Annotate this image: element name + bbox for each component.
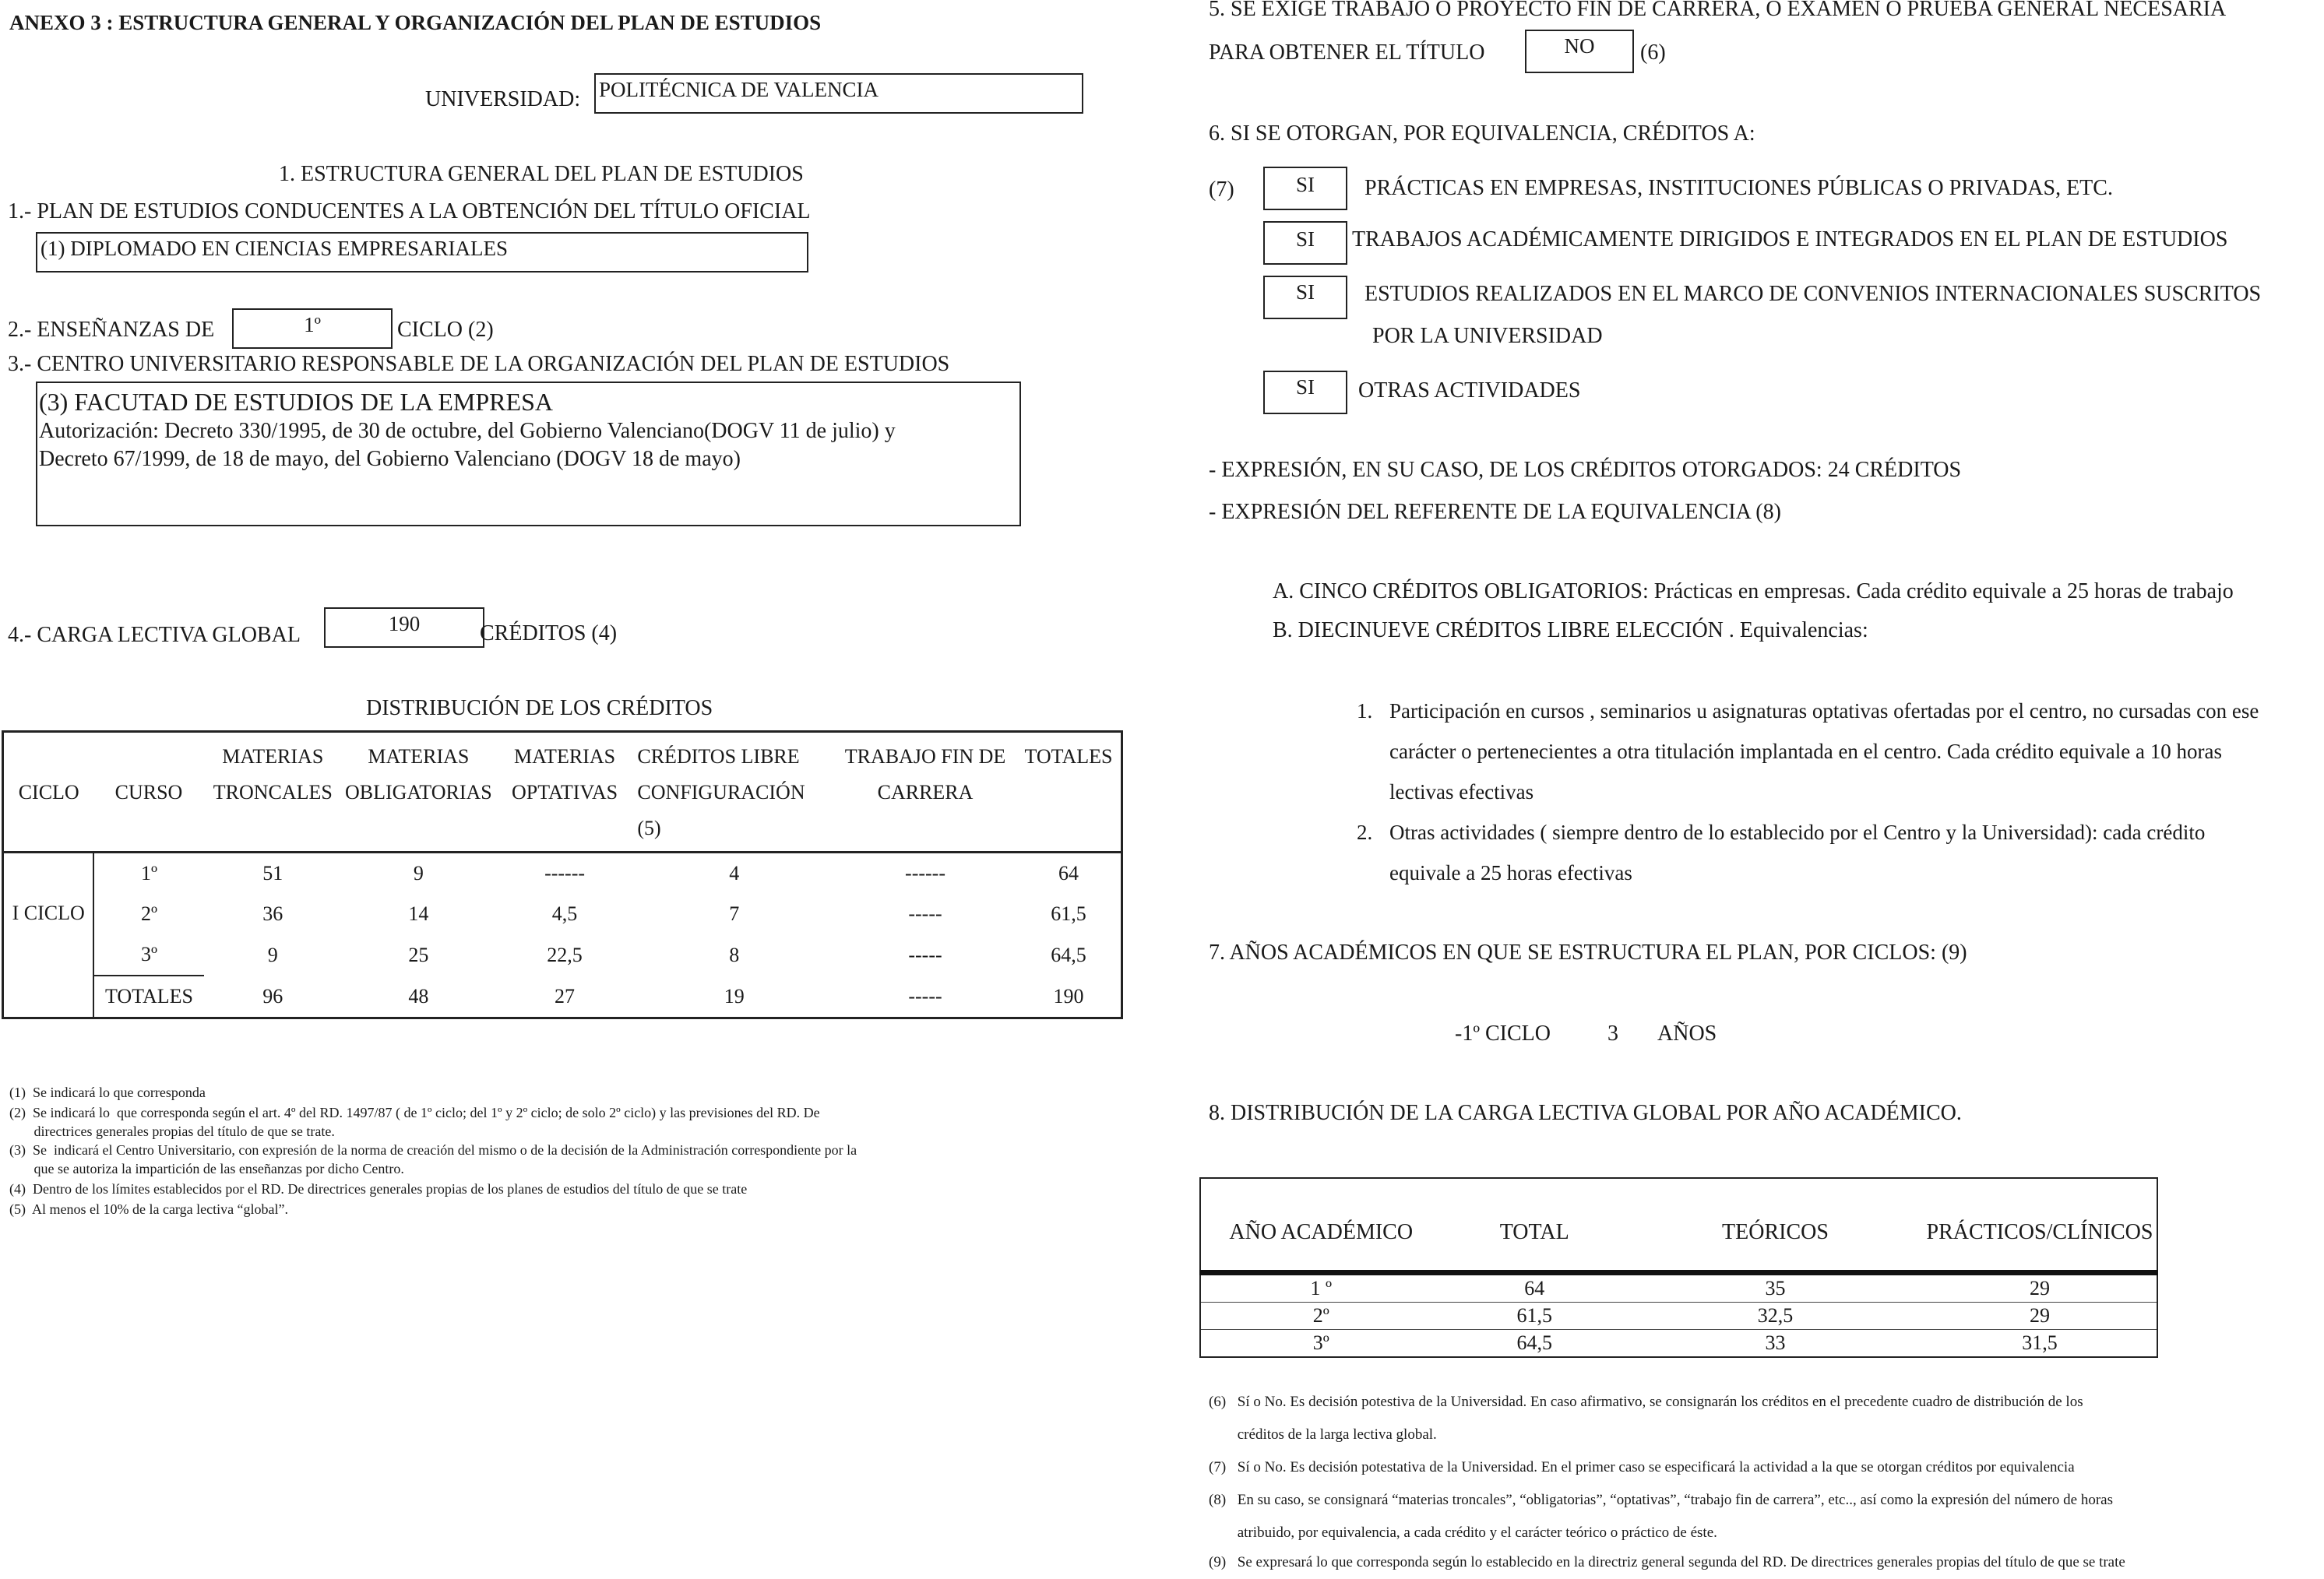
table-cell: TOTALES xyxy=(93,976,203,1018)
item7-title: 7. AÑOS ACADÉMICOS EN QUE SE ESTRUCTURA EL PLAN, POR CICLOS: (9) xyxy=(1209,941,1967,965)
annex-title: ANEXO 3 : ESTRUCTURA GENERAL Y ORGANIZACIÓN DEL PLAN DE ESTUDIOS xyxy=(9,11,822,34)
table-total-row xyxy=(3,976,1122,1018)
table-cell: 2º xyxy=(1200,1303,1441,1330)
footnote: (2) Se indicará lo que corresponda según el art. 4º del RD. 1497/87 ( de 1º ciclo; del 1º y 2º ciclo; de solo 2º ciclo) y las previsiones del RD. De xyxy=(9,1105,820,1120)
table-cell: 32,5 xyxy=(1628,1303,1923,1330)
equiv-list-line: Otras actividades ( siempre dentro de lo establecido por el Centro y la Universidad): cada crédito xyxy=(1389,821,2206,844)
university-label: UNIVERSIDAD: xyxy=(425,87,581,111)
table-cell: 14 xyxy=(408,902,429,925)
final-project-field xyxy=(1525,30,1634,73)
table-cell: 29 xyxy=(1923,1303,2157,1330)
table-cell: 22,5 xyxy=(547,943,583,966)
table-cell: 64 xyxy=(1058,862,1079,884)
equiv-option-3-value-box xyxy=(1263,276,1347,319)
table-cell: 96 xyxy=(262,984,283,1008)
equiv-list-line: Participación en cursos , seminarios u asignaturas optativas ofertadas por el centro, no cursadas con ese xyxy=(1389,699,2259,723)
equiv-option-1-value: SI xyxy=(1295,173,1315,196)
item7-cycle: -1º CICLO xyxy=(1455,1022,1551,1046)
table-cell: 4,5 xyxy=(551,902,578,925)
table-row xyxy=(3,934,1122,976)
table-row xyxy=(3,894,1122,934)
item6-title: 6. SI SE OTORGAN, POR EQUIVALENCIA, CRÉDITOS A: xyxy=(1209,121,1755,146)
yearly-header-row xyxy=(1200,1178,2157,1273)
footnote: directrices generales propias del título de que se trate. xyxy=(9,1124,335,1139)
table-row xyxy=(1200,1273,2157,1303)
footnote: (7) Sí o No. Es decisión potestativa de la Universidad. En el primer caso se especificará la actividad a la que se otorgan créditos por equivalencia xyxy=(1209,1459,2075,1475)
dist-title: DISTRIBUCIÓN DE LOS CRÉDITOS xyxy=(366,696,713,720)
table-row xyxy=(1200,1330,2157,1358)
table-cell: 1º xyxy=(140,862,158,884)
degree-title-value: (1) DIPLOMADO EN CIENCIAS EMPRESARIALES xyxy=(40,237,509,260)
credit-distribution-table xyxy=(2,730,1123,1019)
university-field xyxy=(594,73,1083,114)
cycle-field xyxy=(232,308,393,349)
footnote: que se autoriza la impartición de las enseñanzas por dicho Centro. xyxy=(9,1161,404,1176)
item6-mark: (7) xyxy=(1209,178,1234,202)
table-cell: ----- xyxy=(908,902,942,925)
footnote: (4) Dentro de los límites establecidos por el RD. De directrices generales propias de los planes de estudios del título de que se trate xyxy=(9,1181,748,1197)
credits-expression: - EXPRESIÓN, EN SU CASO, DE LOS CRÉDITOS OTORGADOS: 24 CRÉDITOS xyxy=(1209,458,1962,482)
equiv-list-num-1: 1. xyxy=(1357,699,1373,723)
footnote: (9) Se expresará lo que corresponda según lo establecido en la directriz general segunda del RD. De directrices generales propias del título de que se trate xyxy=(1209,1554,2125,1570)
col-year: AÑO ACADÉMICO xyxy=(1200,1178,1441,1273)
item7-unit: AÑOS xyxy=(1657,1022,1717,1046)
table-cell: 8 xyxy=(729,943,740,966)
table-cell: 3º xyxy=(1312,1331,1329,1354)
table-cell: 9 xyxy=(413,862,424,884)
equiv-option-4-value: SI xyxy=(1295,375,1315,399)
table-cell: 61,5 xyxy=(1441,1303,1627,1330)
item3-label: 3.- CENTRO UNIVERSITARIO RESPONSABLE DE LA ORGANIZACIÓN DEL PLAN DE ESTUDIOS xyxy=(8,352,950,376)
item4-label: 4.- CARGA LECTIVA GLOBAL xyxy=(8,623,301,647)
table-cell: 190 xyxy=(1053,984,1084,1008)
final-project-value: NO xyxy=(1564,34,1595,58)
equiv-list-line: equivale a 25 horas efectivas xyxy=(1389,861,1632,884)
table-cell: 4 xyxy=(729,862,740,884)
total-load-value: 190 xyxy=(388,612,421,635)
item5-line1: 5. SE EXIGE TRABAJO O PROYECTO FIN DE CARRERA, O EXAMEN O PRUEBA GENERAL NECESARIA xyxy=(1209,0,2227,21)
table-cell: 27 xyxy=(555,984,576,1008)
col-trabajo: TRABAJO FIN DE CARRERA xyxy=(844,745,1006,804)
equiv-b: B. DIECINUEVE CRÉDITOS LIBRE ELECCIÓN . Equivalencias: xyxy=(1273,618,1868,642)
table-cell: 29 xyxy=(1923,1273,2157,1303)
col-troncales: MATERIAS TRONCALES xyxy=(213,745,333,804)
dist-header-row xyxy=(3,732,1122,853)
cycle-value: 1º xyxy=(304,313,321,336)
table-cell: 61,5 xyxy=(1051,902,1086,925)
item7-years: 3 xyxy=(1607,1022,1618,1046)
col-totales: TOTALES xyxy=(1024,745,1113,768)
table-cell: 64 xyxy=(1441,1273,1627,1303)
table-cell: 64,5 xyxy=(1051,943,1086,966)
section1-title: 1. ESTRUCTURA GENERAL DEL PLAN DE ESTUDIOS xyxy=(279,162,804,186)
equiv-option-1-value-box xyxy=(1263,167,1347,210)
equiv-option-3-label-2: POR LA UNIVERSIDAD xyxy=(1372,324,1603,348)
table-cell: 36 xyxy=(262,902,283,925)
equiv-a: A. CINCO CRÉDITOS OBLIGATORIOS: Prácticas en empresas. Cada crédito equivale a 25 horas de trabajo xyxy=(1273,579,2234,603)
equiv-option-4-value-box xyxy=(1263,371,1347,414)
cycle-cell: I CICLO xyxy=(3,853,94,1018)
footnote: atribuido, por equivalencia, a cada crédito y el carácter teórico o práctico de éste. xyxy=(1237,1524,1717,1541)
table-cell: ----- xyxy=(908,943,942,966)
table-cell: 35 xyxy=(1628,1273,1923,1303)
table-cell: 9 xyxy=(267,943,278,966)
footnote: (3) Se indicará el Centro Universitario, con expresión de la norma de creación del mismo o de la decisión de la Administración correspondiente por la xyxy=(9,1142,857,1158)
col-total: TOTAL xyxy=(1441,1178,1627,1273)
equiv-option-2-value: SI xyxy=(1295,227,1315,251)
item2-suffix: CICLO (2) xyxy=(397,318,494,342)
table-cell: ------ xyxy=(544,862,586,884)
footnote: (6) Sí o No. Es decisión potestiva de la Universidad. En caso afirmativo, se consignarán los créditos en el precedente cuadro de distribución de los xyxy=(1209,1394,2083,1410)
equiv-option-2-label: TRABAJOS ACADÉMICAMENTE DIRIGIDOS E INTEGRADOS EN EL PLAN DE ESTUDIOS xyxy=(1352,227,2228,251)
item1-label: 1.- PLAN DE ESTUDIOS CONDUCENTES A LA OBTENCIÓN DEL TÍTULO OFICIAL xyxy=(8,199,811,223)
footnote: créditos de la larga lectiva global. xyxy=(1237,1426,1437,1443)
footnote: (5) Al menos el 10% de la carga lectiva “global”. xyxy=(9,1201,289,1217)
item2-label: 2.- ENSEÑANZAS DE xyxy=(8,318,215,342)
table-cell: 33 xyxy=(1765,1331,1786,1354)
col-obligatorias: MATERIAS OBLIGATORIAS xyxy=(344,745,492,804)
table-cell: 1 º xyxy=(1200,1273,1441,1303)
col-practice: PRÁCTICOS/CLÍNICOS xyxy=(1923,1178,2157,1273)
footnote: (1) Se indicará lo que corresponda xyxy=(9,1085,206,1100)
table-cell: 19 xyxy=(724,984,745,1008)
equiv-list-num-2: 2. xyxy=(1357,821,1373,844)
table-cell: 3º xyxy=(140,943,158,965)
degree-title-field xyxy=(36,232,808,273)
table-cell: 48 xyxy=(408,984,429,1008)
equiv-list-line: carácter o pertenecientes a otra titulación implantada en el centro. Cada crédito equivale a 10 horas xyxy=(1389,740,2222,763)
table-row xyxy=(3,853,1122,895)
col-ciclo: CICLO xyxy=(18,781,79,804)
col-libre: CRÉDITOS LIBRE CONFIGURACIÓN (5) xyxy=(637,745,805,839)
equiv-option-2-value-box xyxy=(1263,221,1347,265)
item5-note: (6) xyxy=(1640,40,1666,65)
table-cell: ----- xyxy=(908,984,942,1008)
equiv-option-3-label: ESTUDIOS REALIZADOS EN EL MARCO DE CONVENIOS INTERNACIONALES SUSCRITOS xyxy=(1364,282,2262,306)
table-cell: 25 xyxy=(408,943,429,966)
col-theory: TEÓRICOS xyxy=(1628,1178,1923,1273)
equiv-option-4-label: OTRAS ACTIVIDADES xyxy=(1358,378,1581,403)
center-field xyxy=(36,382,1021,526)
item5-line2: PARA OBTENER EL TÍTULO xyxy=(1209,40,1485,65)
center-name: (3) FACUTAD DE ESTUDIOS DE LA EMPRESA xyxy=(39,388,553,416)
item4-suffix: CRÉDITOS (4) xyxy=(480,621,618,645)
table-cell: ------ xyxy=(905,862,945,884)
equiv-option-3-value: SI xyxy=(1295,280,1315,304)
footnote: (8) En su caso, se consignará “materias troncales”, “obligatorias”, “optativas”, “trabajo fin de carrera”, etc.., así como la expresión del número de horas xyxy=(1209,1492,2113,1508)
table-cell: 7 xyxy=(729,902,740,925)
table-cell: 64,5 xyxy=(1516,1331,1552,1354)
col-curso: CURSO xyxy=(114,781,183,804)
center-authorization-2: Decreto 67/1999, de 18 de mayo, del Gobierno Valenciano (DOGV 18 de mayo) xyxy=(39,447,741,471)
table-cell: 51 xyxy=(262,862,283,884)
col-optativas: MATERIAS OPTATIVAS xyxy=(511,745,618,804)
table-cell: 2º xyxy=(140,902,158,925)
table-cell: 31,5 xyxy=(2022,1331,2058,1354)
equiv-list-line: lectivas efectivas xyxy=(1389,780,1534,804)
equiv-option-1-label: PRÁCTICAS EN EMPRESAS, INSTITUCIONES PÚBLICAS O PRIVADAS, ETC. xyxy=(1364,176,2113,200)
yearly-load-table xyxy=(1199,1177,2158,1358)
equiv-expression: - EXPRESIÓN DEL REFERENTE DE LA EQUIVALENCIA (8) xyxy=(1209,500,1781,524)
total-load-field xyxy=(324,607,484,648)
item8-title: 8. DISTRIBUCIÓN DE LA CARGA LECTIVA GLOBAL POR AÑO ACADÉMICO. xyxy=(1209,1101,1962,1125)
university-value: POLITÉCNICA DE VALENCIA xyxy=(599,78,879,101)
center-authorization-1: Autorización: Decreto 330/1995, de 30 de octubre, del Gobierno Valenciano(DOGV 11 de julio) y xyxy=(39,419,896,443)
table-row xyxy=(1200,1303,2157,1330)
